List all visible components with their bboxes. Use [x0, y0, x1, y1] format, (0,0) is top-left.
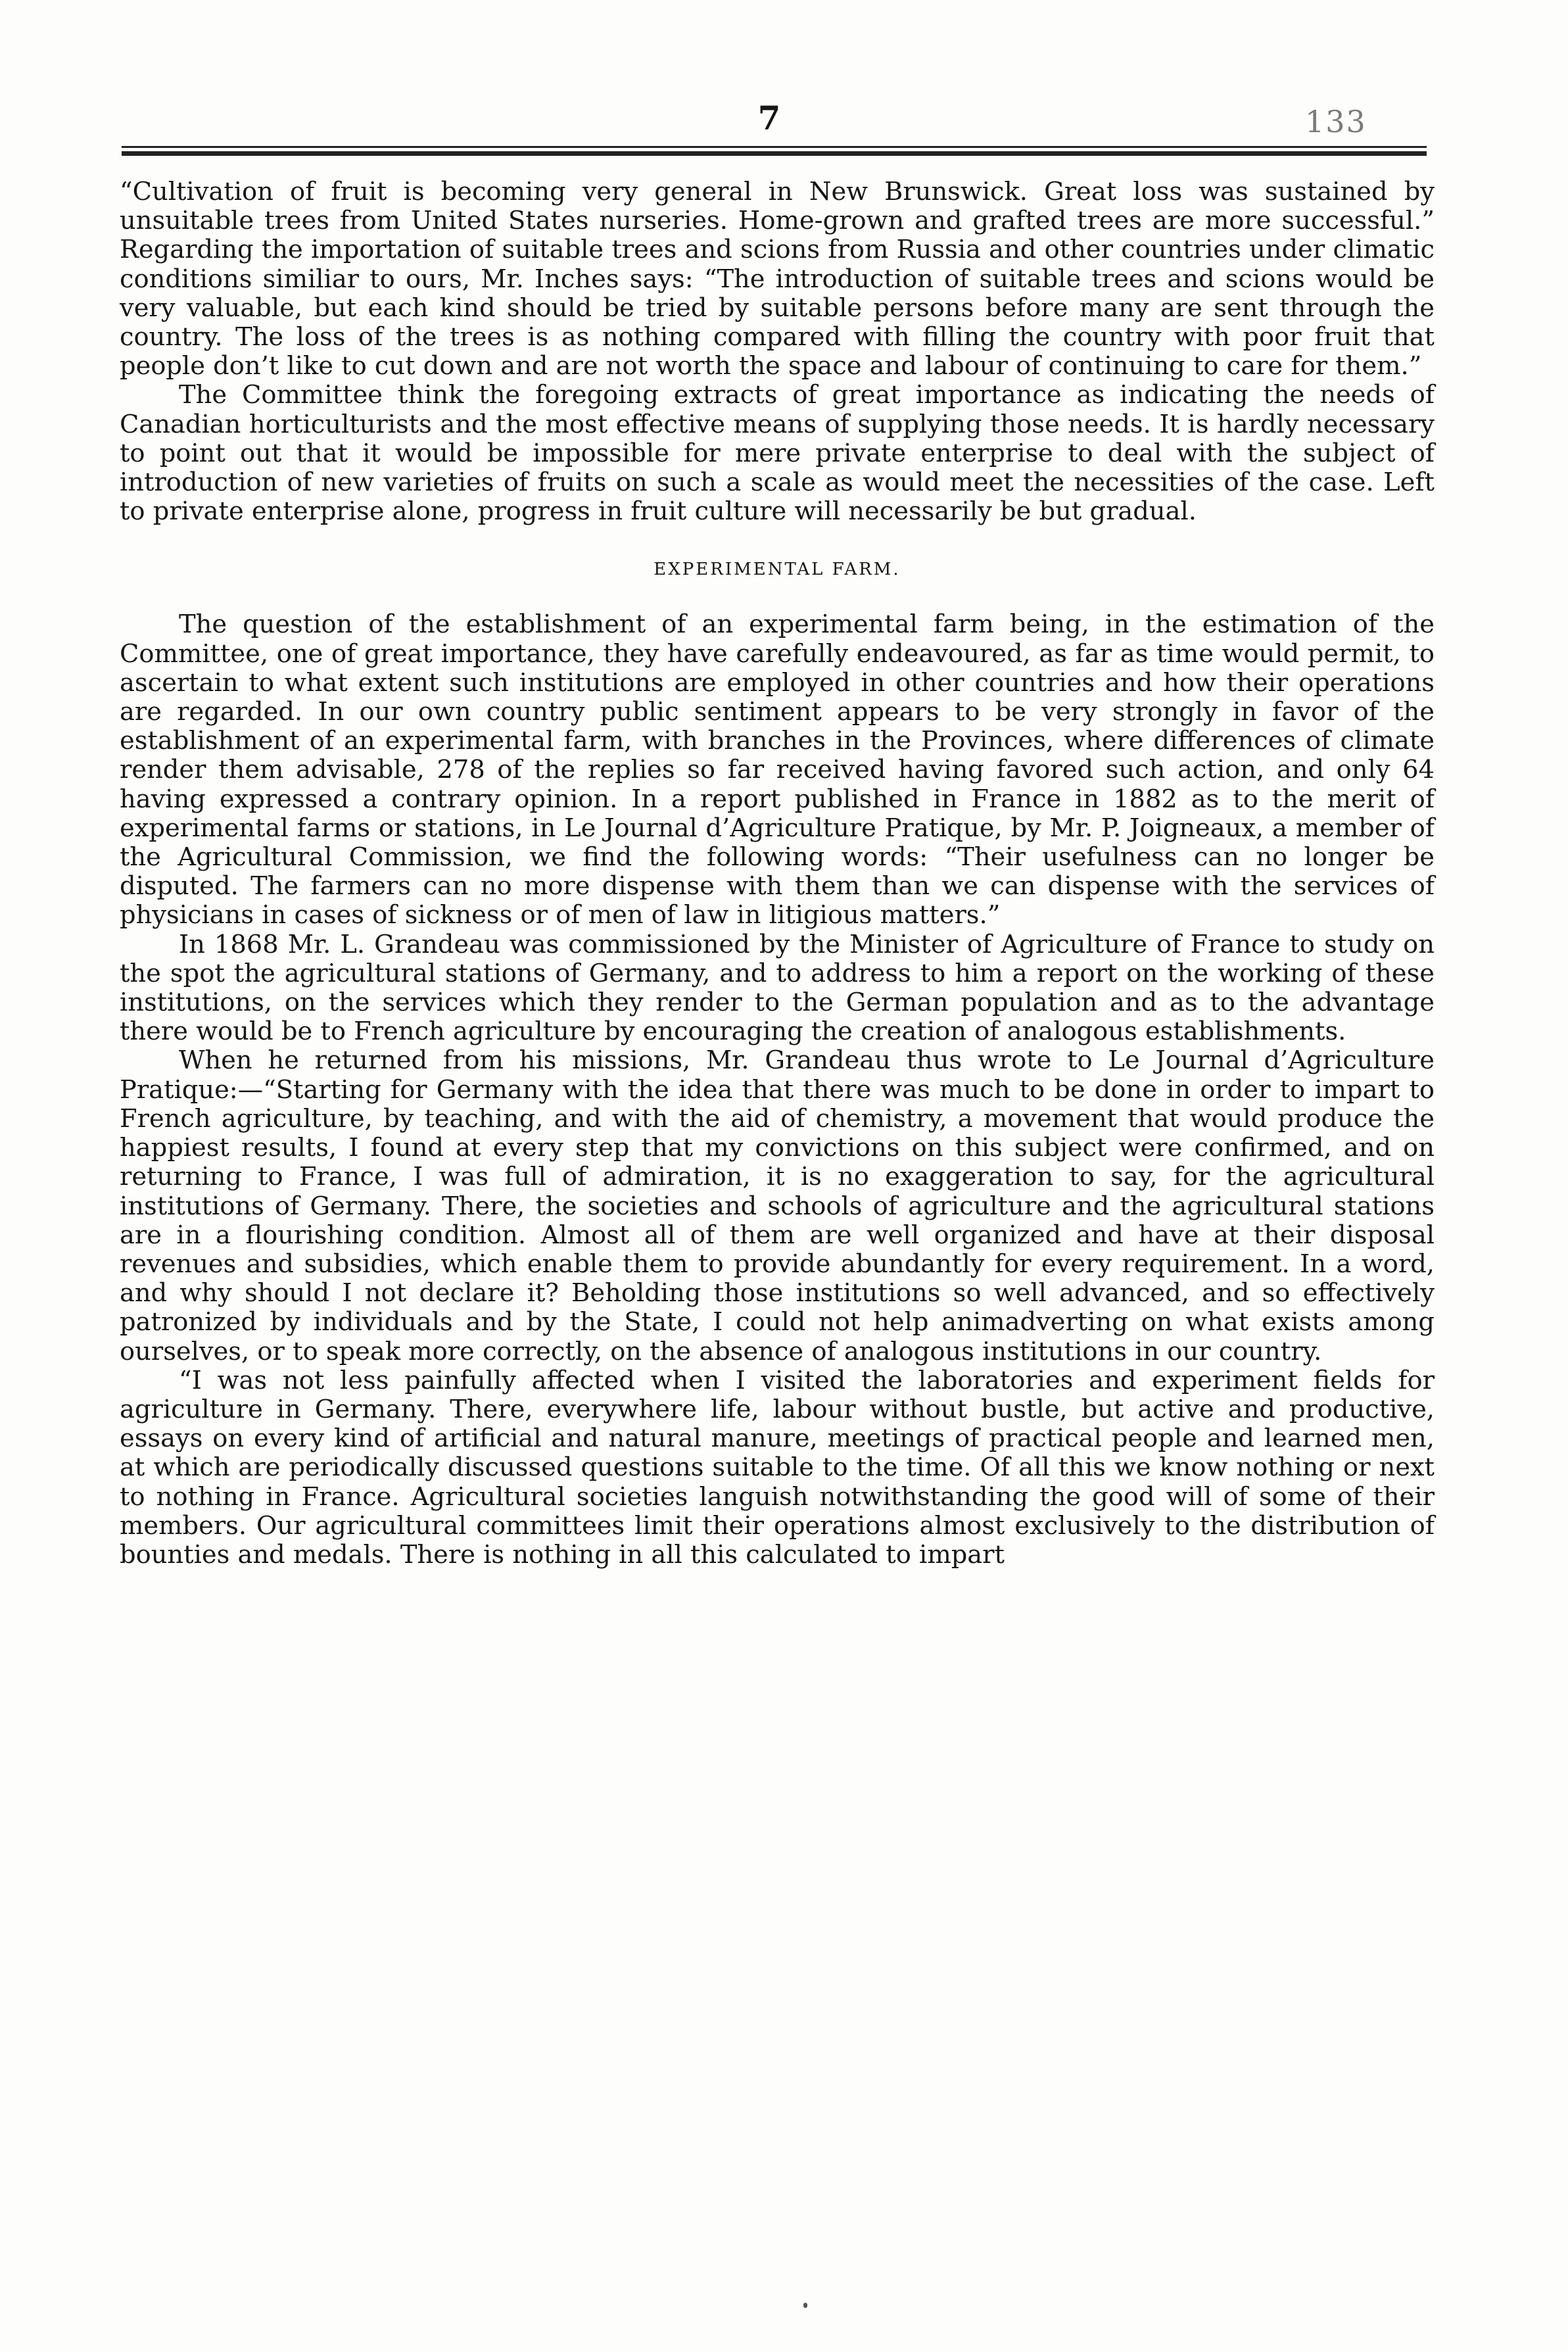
page-number: 7 — [757, 99, 781, 137]
header-rule-thick — [122, 151, 1427, 156]
paragraph-grandeau-letter: When he returned from his missions, Mr. Grandeau thus wrote to Le Journal d’Agriculture Pratique:—“Starting for Germany with the idea that there was much to be done in order to impart to French agriculture, by teaching, and with the aid of chemistry, a movement that would produce the happiest results, I found at every step that my convictions on this subject were confirmed, and on returning to France, I was full of admiration, it is no exaggeration to say, for the agricultural institutions of Germany. There, the societies and schools of agriculture and the agricultural stations are in a flourishing condition. Almost all of them are well organized and have at their disposal revenues and subsidies, which enable them to provide abundantly for every requirement. In a word, and why should I not declare it? Beholding those institutions so well advanced, and so effectively patronized by individuals and by the State, I could not help animadverting on what exists among ourselves, or to speak more correctly, on the absence of analogous institutions in our country. — [120, 1045, 1435, 1366]
section-heading: EXPERIMENTAL FARM. — [653, 560, 901, 580]
body-text — [120, 178, 1435, 1570]
page-mark — [803, 2303, 807, 2308]
paragraph-grandeau-commission: In 1868 Mr. L. Grandeau was commissioned by the Minister of Agriculture of France to study on the spot the agricultural stations of Germany, and to address to him a report on the working of these institutions, on the services which they render to the German population and as to the advantage there would be to French agriculture by encouraging the creation of analogous establishments. — [120, 929, 1435, 1047]
paragraph-committee-opinion: The Committee think the foregoing extracts of great importance as indicating the needs of Canadian horticulturists and the most effective means of supplying those needs. It is hardly necessary to point out that it would be impossible for mere private enterprise to deal with the subject of introduction of new varieties of fruits on such a scale as would meet the necessities of the case. Left to private enterprise alone, progress in fruit culture will necessarily be but gradual. — [120, 380, 1435, 527]
paragraph-laboratories: “I was not less painfully affected when I visited the laboratories and experiment fields for agriculture in Germany. There, everywhere life, labour without bustle, but active and productive, essays on every kind of artificial and natural manure, meetings of practical people and learned men, at which are periodically discussed questions suitable to the time. Of all this we know nothing or next to nothing in France. Agricultural societies languish notwithstanding the good will of some of their members. Our agricultural committees limit their operations almost exclusively to the distribution of bounties and medals. There is nothing in all this calculated to impart — [120, 1365, 1435, 1570]
paragraph-fruit-cultivation: “Cultivation of fruit is becoming very general in New Brunswick. Great loss was sustained by unsuitable trees from United States nurseries. Home-grown and grafted trees are more successful.” Regarding the importation of suitable trees and scions from Russia and other countries under climatic conditions similiar to ours, Mr. Inches says: “The introduction of suitable trees and scions would be very valuable, but each kind should be tried by suitable persons before many are sent through the country. The loss of the trees is as nothing compared with filling the country with poor fruit that people don’t like to cut down and are not worth the space and labour of continuing to care for them.” — [120, 177, 1435, 381]
archive-stamp: 133 — [1305, 104, 1367, 139]
header-rule-thin — [122, 146, 1427, 148]
paragraph-experimental-farm: The question of the establishment of an experimental farm being, in the estimation of the Committee, one of great importance, they have carefully endeavoured, as far as time would permit, to ascertain to what extent such institutions are employed in other countries and how their operations are regarded. In our own country public sentiment appears to be very strongly in favor of the establishment of an experimental farm, with branches in the Provinces, where differences of climate render them advisable, 278 of the replies so far received having favored such action, and only 64 having expressed a contrary opinion. In a report published in France in 1882 as to the merit of experimental farms or stations, in Le Journal d’Agriculture Pratique, by Mr. P. Joigneaux, a member of the Agricultural Commission, we find the following words: “Their usefulness can no longer be disputed. The farmers can no more dispense with them than we can dispense with the services of physicians in cases of sickness or of men of law in litigious matters.” — [120, 610, 1435, 930]
